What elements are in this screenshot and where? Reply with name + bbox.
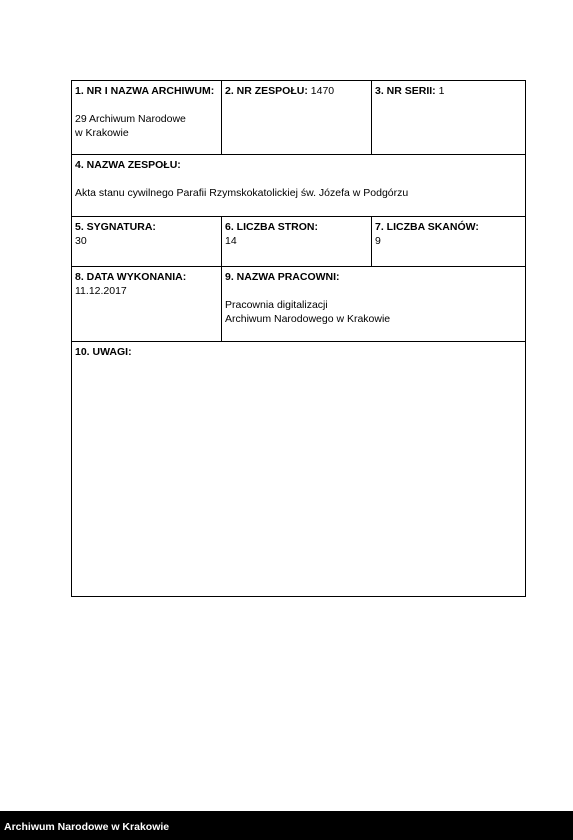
archive-name-line1: 29 Archiwum Narodowe (75, 113, 186, 125)
fonds-name-cell (71, 154, 526, 217)
remarks-cell (71, 341, 526, 597)
page-count-label: 6. LICZBA STRON: (225, 221, 318, 233)
fonds-number-value: 1470 (310, 85, 335, 97)
workshop-name-line1: Pracownia digitalizacji (225, 299, 328, 311)
footer-bar (0, 811, 573, 840)
footer-text: Archiwum Narodowe w Krakowie (4, 821, 170, 833)
archive-name-line2: w Krakowie (75, 127, 129, 139)
metadata-form (71, 80, 526, 597)
page-count-cell (221, 216, 372, 267)
fonds-name-value: Akta stanu cywilnego Parafii Rzymskokatolickiej św. Józefa w Podgórzu (75, 187, 409, 199)
signature-cell (71, 216, 222, 267)
date-cell (71, 266, 222, 342)
scan-count-label: 7. LICZBA SKANÓW: (375, 221, 479, 233)
date-label: 8. DATA WYKONANIA: (75, 271, 187, 283)
workshop-cell (221, 266, 526, 342)
series-number-label: 3. NR SERII: (375, 85, 436, 97)
signature-label: 5. SYGNATURA: (75, 221, 156, 233)
archive-cell (71, 80, 222, 155)
archive-label: 1. NR I NAZWA ARCHIWUM: (75, 85, 215, 97)
date-value: 11.12.2017 (75, 285, 127, 297)
workshop-label: 9. NAZWA PRACOWNI: (225, 271, 340, 283)
scan-count-value: 9 (375, 235, 381, 247)
workshop-name-line2: Archiwum Narodowego w Krakowie (225, 313, 391, 325)
page-count-value: 14 (225, 235, 237, 247)
scan-count-cell (371, 216, 526, 267)
series-number-value: 1 (438, 85, 445, 97)
fonds-name-label: 4. NAZWA ZESPOŁU: (75, 159, 181, 171)
signature-value: 30 (75, 235, 87, 247)
fonds-number-cell (221, 80, 372, 155)
fonds-number-label: 2. NR ZESPOŁU: (225, 85, 308, 97)
remarks-label: 10. UWAGI: (75, 346, 132, 358)
series-number-cell (371, 80, 526, 155)
